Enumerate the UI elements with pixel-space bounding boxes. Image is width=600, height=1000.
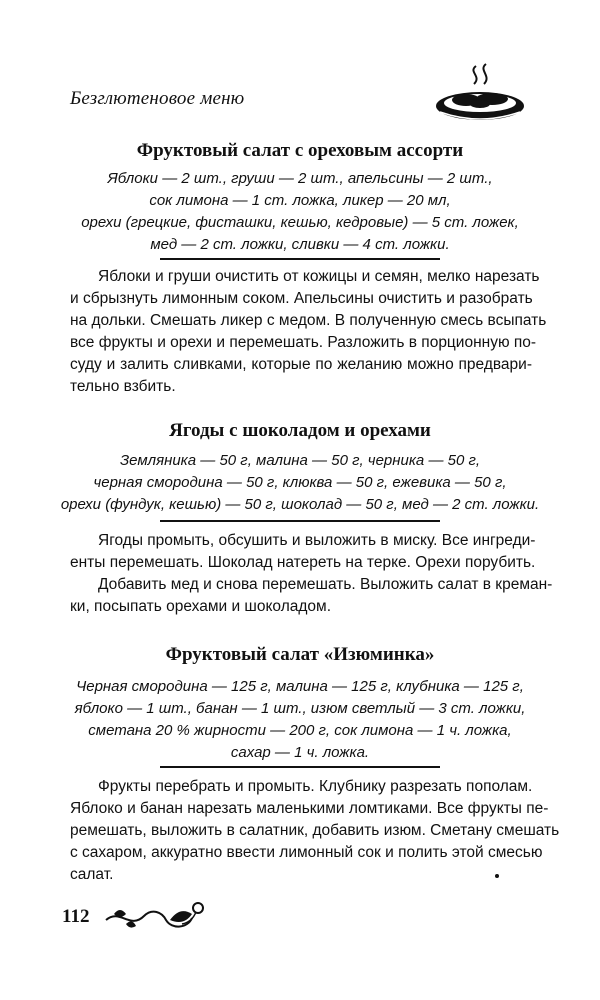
method-line: Ягоды промыть, обсушить и выложить в миску. Все ингреди- (98, 532, 536, 549)
ingredients-list (60, 450, 540, 516)
method-paragraph (70, 530, 553, 618)
method-line: с сахаром, аккуратно ввести лимонный сок и полить этой смесью (70, 844, 543, 861)
method-line: суду и залить сливками, которые по желанию можно предвари- (70, 356, 532, 373)
divider (160, 520, 440, 522)
method-line: Яблоки и груши очистить от кожицы и семян, мелко нарезать (98, 268, 540, 285)
method-line: Яблоко и банан нарезать маленькими ломтиками. Все фрукты пе- (70, 800, 549, 817)
divider (160, 258, 440, 260)
dish-icon (432, 62, 528, 128)
method-line: салат. (70, 866, 114, 883)
running-header: Безглютеновое меню (70, 88, 245, 109)
ingredient-line: яблоко — 1 шт., банан — 1 шт., изюм светлый — 3 ст. ложки, (74, 700, 526, 717)
ingredient-line: сахар — 1 ч. ложка. (230, 744, 370, 761)
page-number: 112 (62, 906, 90, 927)
method-line: на дольки. Смешать ликер с медом. В полученную смесь всыпать (70, 312, 547, 329)
stray-dot (495, 874, 499, 878)
recipe-title: Фруктовый салат «Изюминка» (165, 644, 435, 665)
method-line: енты перемешать. Шоколад натереть на терке. Орехи порубить. (70, 554, 536, 571)
ingredient-line: черная смородина — 50 г, клюква — 50 г, ежевика — 50 г, (93, 474, 507, 491)
divider (160, 766, 440, 768)
ingredient-line: Земляника — 50 г, малина — 50 г, черника — 50 г, (119, 452, 481, 469)
method-line: тельно взбить. (70, 378, 176, 395)
ingredient-line: мед — 2 ст. ложки, сливки — 4 ст. ложки. (150, 236, 450, 253)
floral-ornament-icon (100, 890, 210, 940)
ingredient-line: сок лимона — 1 ст. ложка, ликер — 20 мл, (149, 192, 451, 209)
ingredient-line: Черная смородина — 125 г, малина — 125 г, клубника — 125 г, (76, 678, 524, 695)
method-line: Добавить мед и снова перемешать. Выложить салат в креман- (98, 576, 553, 593)
recipe-title: Фруктовый салат с ореховым ассорти (136, 140, 464, 161)
ingredient-line: орехи (фундук, кешью) — 50 г, шоколад — 50 г, мед — 2 ст. ложки. (60, 496, 540, 513)
ingredients-list (60, 168, 540, 256)
recipe-title: Ягоды с шоколадом и орехами (169, 420, 431, 441)
ingredient-line: сметана 20 % жирности — 200 г, сок лимона — 1 ч. ложка, (88, 722, 512, 739)
ingredient-line: орехи (грецкие, фисташки, кешью, кедровые) — 5 ст. ложек, (81, 214, 519, 231)
method-line: все фрукты и орехи и перемешать. Разложить в порционную по- (70, 334, 537, 351)
method-line: Фрукты перебрать и промыть. Клубнику разрезать пополам. (98, 778, 533, 795)
ingredients-list (60, 676, 540, 764)
method-line: ки, посыпать орехами и шоколадом. (70, 598, 331, 615)
method-line: ремешать, выложить в салатник, добавить изюм. Сметану смешать (70, 822, 560, 839)
method-paragraph (70, 266, 547, 398)
ingredient-line: Яблоки — 2 шт., груши — 2 шт., апельсины — 2 шт., (107, 170, 493, 187)
method-line: и сбрызнуть лимонным соком. Апельсины очистить и разобрать (70, 290, 533, 307)
method-paragraph (70, 776, 560, 886)
